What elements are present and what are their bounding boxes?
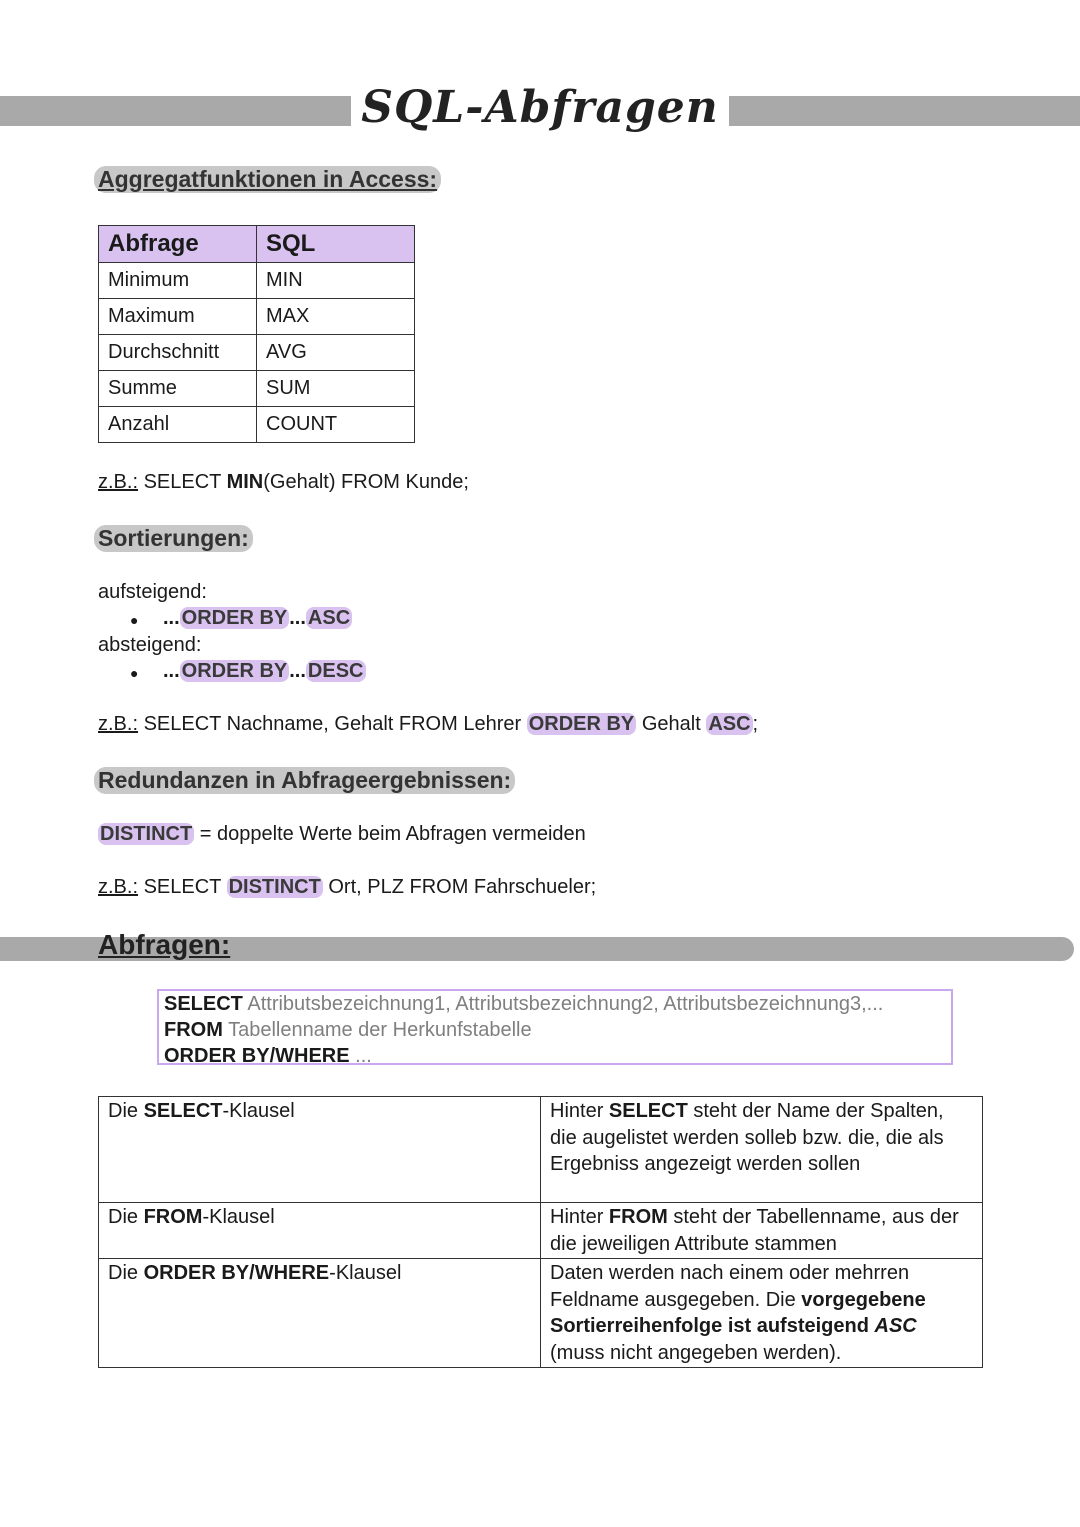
table-cell: Anzahl xyxy=(99,407,257,443)
keyword: FROM xyxy=(143,1206,203,1228)
text: (muss nicht angegeben werden). xyxy=(550,1341,842,1364)
header-cell: SQL xyxy=(257,226,415,263)
clause-name xyxy=(99,1259,541,1368)
syntax-line xyxy=(164,991,951,1017)
text: Die xyxy=(108,1262,144,1284)
table-row xyxy=(99,407,415,443)
definition-text: = doppelte Werte beim Abfragen vermeiden xyxy=(194,823,586,845)
example-keyword: MIN xyxy=(226,471,264,493)
example-prefix: z.B.: xyxy=(98,876,139,898)
table-row xyxy=(99,371,415,407)
page-title: SQL-Abfragen xyxy=(0,82,1080,133)
table-cell: MAX xyxy=(257,299,415,335)
redundancy-example xyxy=(98,876,596,899)
keyword: FROM xyxy=(608,1206,668,1228)
keyword: ORDER BY/WHERE xyxy=(143,1262,330,1284)
keyword: vorgegebene Sortierreihenfolge ist aufsteigend xyxy=(550,1288,926,1337)
example-text: Gehalt xyxy=(636,713,707,735)
table-cell: Minimum xyxy=(99,263,257,299)
text: steht der Name der Spalten, die augelistet werden solleb bzw. die, die als Ergebniss angezeigt werden sollen xyxy=(550,1100,944,1175)
clause-name xyxy=(99,1097,541,1203)
syntax-text: Attributsbezeichnung1, Attributsbezeichnung2, Attributsbezeichnung3,... xyxy=(242,993,884,1015)
table-cell: SUM xyxy=(257,371,415,407)
table-row xyxy=(99,299,415,335)
dots: ... xyxy=(163,660,180,682)
keyword: DESC xyxy=(307,660,364,682)
queries-heading: Abfragen: xyxy=(98,929,231,960)
dots: ... xyxy=(289,607,306,629)
distinct-definition xyxy=(98,823,586,846)
table-row xyxy=(99,1203,983,1259)
table-header-row xyxy=(99,226,415,263)
aggregate-table xyxy=(98,225,415,443)
keyword: ASC xyxy=(874,1315,917,1337)
syntax-line xyxy=(164,1043,951,1069)
dots: ... xyxy=(289,660,306,682)
example-text: ; xyxy=(752,713,759,735)
query-syntax-box xyxy=(157,989,953,1065)
text: Die xyxy=(108,1100,144,1122)
keyword: ORDER BY/WHERE xyxy=(164,1045,350,1067)
distinct-keyword: DISTINCT xyxy=(100,823,193,845)
keyword: SELECT xyxy=(143,1100,223,1122)
keyword: SELECT xyxy=(164,993,243,1015)
table-row xyxy=(99,263,415,299)
text: -Klausel xyxy=(202,1206,275,1228)
bullet-icon: ● xyxy=(130,665,139,681)
table-cell: MIN xyxy=(257,263,415,299)
table-cell: COUNT xyxy=(257,407,415,443)
keyword: ORDER BY xyxy=(181,607,288,629)
desc-item xyxy=(163,660,366,683)
table-row xyxy=(99,1097,983,1203)
example-text: Ort, PLZ FROM Fahrschueler; xyxy=(322,876,597,898)
clause-name xyxy=(99,1203,541,1259)
example-text: (Gehalt) FROM Kunde; xyxy=(263,471,469,493)
example-text: SELECT xyxy=(138,876,227,898)
clause-description xyxy=(541,1203,983,1259)
keyword: SELECT xyxy=(608,1100,688,1122)
text: steht der Tabellenname, aus der die jeweiligen Attribute stammen xyxy=(550,1206,959,1255)
example-text: SELECT Nachname, Gehalt FROM Lehrer xyxy=(138,713,527,735)
table-cell: AVG xyxy=(257,335,415,371)
example-keyword: DISTINCT xyxy=(228,876,321,898)
syntax-line xyxy=(164,1017,951,1043)
example-text: SELECT xyxy=(138,471,227,493)
clause-description xyxy=(541,1259,983,1368)
example-prefix: z.B.: xyxy=(98,713,139,735)
table-row xyxy=(99,335,415,371)
clause-table xyxy=(98,1096,983,1368)
text: Die xyxy=(108,1206,144,1228)
keyword: FROM xyxy=(164,1019,223,1041)
example-keyword: ORDER BY xyxy=(528,713,635,735)
sort-heading: Sortierungen: xyxy=(94,525,253,552)
dots: ... xyxy=(163,607,180,629)
syntax-text: ... xyxy=(349,1045,372,1067)
table-cell: Maximum xyxy=(99,299,257,335)
example-keyword: ASC xyxy=(708,713,751,735)
syntax-text: Tabellenname der Herkunfstabelle xyxy=(222,1019,532,1041)
table-row xyxy=(99,1259,983,1368)
clause-description xyxy=(541,1097,983,1203)
asc-label: aufsteigend: xyxy=(98,581,207,603)
table-cell: Durchschnitt xyxy=(99,335,257,371)
bullet-icon: ● xyxy=(130,612,139,628)
aggregate-example xyxy=(98,471,469,494)
desc-label: absteigend: xyxy=(98,634,202,656)
header-cell: Abfrage xyxy=(99,226,257,263)
keyword: ORDER BY xyxy=(181,660,288,682)
text: Hinter xyxy=(550,1206,609,1228)
example-prefix: z.B.: xyxy=(98,471,139,493)
redundancy-heading: Redundanzen in Abfrageergebnissen: xyxy=(94,767,515,794)
sort-example xyxy=(98,713,758,736)
asc-item xyxy=(163,607,352,630)
aggregate-heading: Aggregatfunktionen in Access: xyxy=(94,166,441,193)
text: -Klausel xyxy=(222,1100,295,1122)
text: Hinter xyxy=(550,1100,609,1122)
table-cell: Summe xyxy=(99,371,257,407)
keyword: ASC xyxy=(307,607,351,629)
text: Daten werden nach einem oder mehrren Feldname ausgegeben. Die xyxy=(550,1262,910,1311)
text: -Klausel xyxy=(329,1262,402,1284)
